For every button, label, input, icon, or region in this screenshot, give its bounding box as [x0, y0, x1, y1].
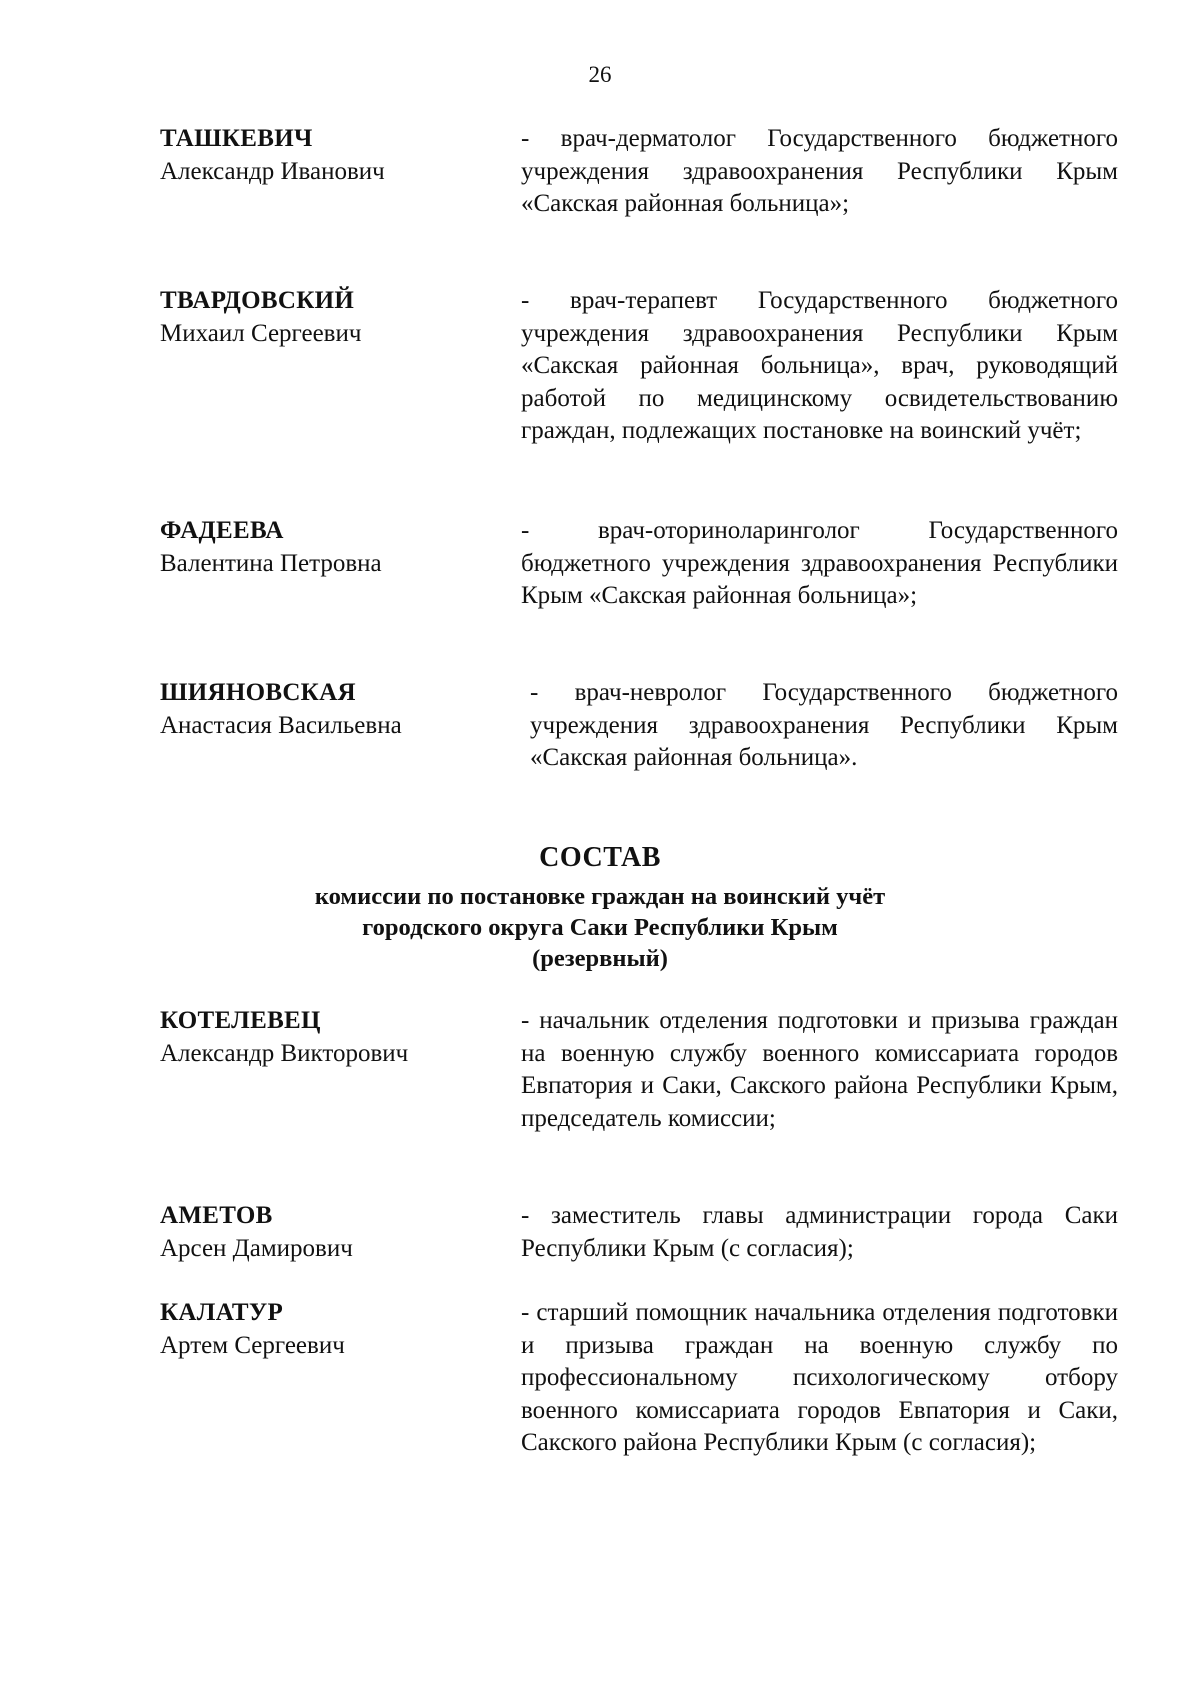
member-role: - начальник отделения подготовки и призыва граждан на военную службу военного комиссариата городов Евпатория и Саки, Сакского района Республики Крым, председатель комиссии; — [521, 1007, 1118, 1132]
member-given-names: Артем Сергеевич — [160, 1331, 345, 1359]
member-given-names: Александр Викторович — [160, 1039, 409, 1067]
member-surname: ТАШКЕВИЧ — [160, 125, 313, 152]
member-surname: ШИЯНОВСКАЯ — [160, 679, 356, 706]
member-given-names: Михаил Сергеевич — [160, 319, 362, 347]
member-name — [160, 285, 500, 350]
member-role: - врач-терапевт Государственного бюджетного учреждения здравоохранения Республики Крым «Сакская районная больница», врач, руководящий работой по медицинскому освидетельствованию граждан, подлежащих постановке на воинский учёт; — [521, 287, 1118, 444]
page-number: 26 — [588, 62, 612, 87]
member-role: - врач-невролог Государственного бюджетного учреждения здравоохранения Республики Крым «Сакская районная больница». — [530, 679, 1118, 771]
section-subtitle: комиссии по постановке граждан на воинский учёт — [314, 883, 886, 910]
member-surname: КОТЕЛЕВЕЦ — [160, 1007, 321, 1034]
member-role: - заместитель главы администрации города Саки Республики Крым (с согласия); — [521, 1202, 1118, 1262]
section-subtitle: городского округа Саки Республики Крым — [362, 914, 838, 941]
member-name — [160, 1297, 500, 1362]
member-role: - старший помощник начальника отделения подготовки и призыва граждан на военную службу по профессиональному психологическому отбору военного комиссариата городов Евпатория и Саки, Сакского района Республики Крым (с согласия); — [521, 1299, 1118, 1456]
member-surname: АМЕТОВ — [160, 1202, 273, 1229]
section-subtitle-note: (резервный) — [532, 945, 668, 972]
member-given-names: Арсен Дамирович — [160, 1234, 353, 1262]
member-surname: КАЛАТУР — [160, 1299, 284, 1326]
member-role: - врач-оториноларинголог Государственного бюджетного учреждения здравоохранения Республики Крым «Сакская районная больница»; — [521, 517, 1118, 609]
member-role: - врач-дерматолог Государственного бюджетного учреждения здравоохранения Республики Крым «Сакская районная больница»; — [521, 125, 1118, 217]
member-name — [160, 677, 500, 742]
member-name — [160, 123, 500, 188]
member-given-names: Анастасия Васильевна — [160, 711, 402, 739]
member-surname: ТВАРДОВСКИЙ — [160, 287, 355, 314]
member-surname: ФАДЕЕВА — [160, 517, 284, 544]
member-given-names: Александр Иванович — [160, 157, 385, 185]
section-title: СОСТАВ — [539, 842, 661, 873]
member-name — [160, 515, 500, 580]
member-name — [160, 1005, 500, 1070]
member-given-names: Валентина Петровна — [160, 549, 382, 577]
member-name — [160, 1200, 500, 1265]
